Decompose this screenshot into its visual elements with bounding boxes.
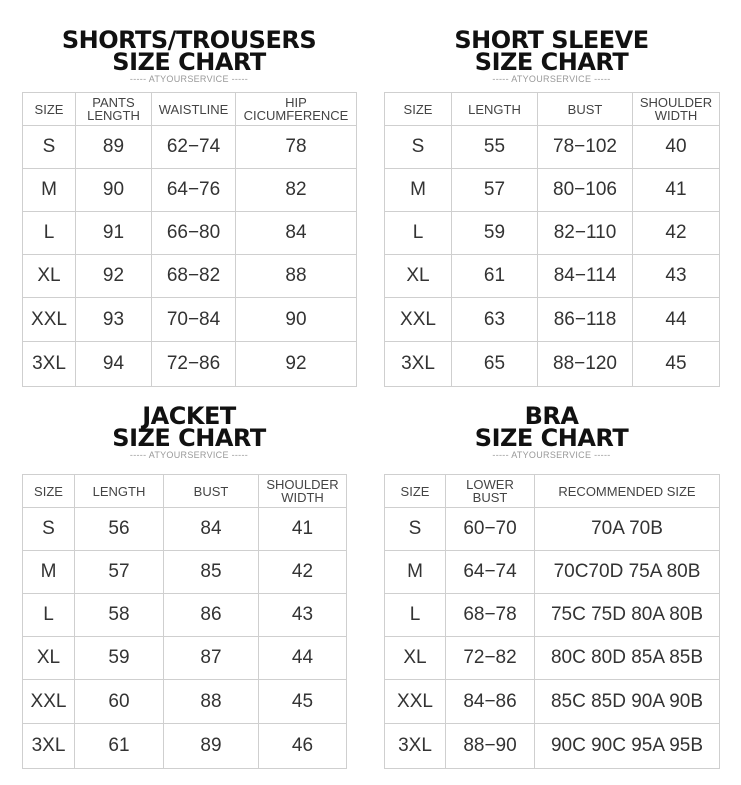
- value-cell: 70A 70B: [535, 508, 720, 551]
- size-cell: S: [385, 508, 446, 551]
- value-cell: 60: [75, 680, 164, 724]
- size-cell: L: [385, 594, 446, 637]
- jacket-col-header: LENGTH: [75, 475, 164, 508]
- value-cell: 45: [259, 680, 347, 724]
- table-row: [385, 255, 720, 298]
- value-cell: 89: [76, 126, 152, 169]
- value-cell: 82−110: [538, 212, 633, 255]
- table-row: [23, 680, 347, 724]
- table-row: [385, 637, 720, 680]
- sleeve-title-block: [384, 26, 719, 85]
- table-row: [385, 298, 720, 342]
- jacket-title-block: [22, 402, 356, 461]
- value-cell: 65: [452, 342, 538, 387]
- value-cell: 84−114: [538, 255, 633, 298]
- shorts-col-header: WAISTLINE: [152, 93, 236, 126]
- jacket-col-header: SIZE: [23, 475, 75, 508]
- value-cell: 55: [452, 126, 538, 169]
- value-cell: 66−80: [152, 212, 236, 255]
- bra-size-table: [384, 474, 720, 769]
- value-cell: 72−86: [152, 342, 236, 387]
- value-cell: 44: [259, 637, 347, 680]
- sleeve-col-header: SHOULDER WIDTH: [633, 93, 720, 126]
- shorts-col-header: PANTS LENGTH: [76, 93, 152, 126]
- value-cell: 63: [452, 298, 538, 342]
- value-cell: 86−118: [538, 298, 633, 342]
- size-cell: XL: [385, 637, 446, 680]
- size-cell: 3XL: [385, 724, 446, 769]
- value-cell: 61: [452, 255, 538, 298]
- value-cell: 60−70: [446, 508, 535, 551]
- bra-col-header: SIZE: [385, 475, 446, 508]
- table-row: [385, 126, 720, 169]
- size-cell: M: [385, 551, 446, 594]
- value-cell: 82: [236, 169, 357, 212]
- value-cell: 64−74: [446, 551, 535, 594]
- value-cell: 92: [236, 342, 357, 387]
- value-cell: 62−74: [152, 126, 236, 169]
- table-row: [23, 551, 347, 594]
- value-cell: 88: [236, 255, 357, 298]
- value-cell: 85: [164, 551, 259, 594]
- size-cell: XL: [385, 255, 452, 298]
- value-cell: 40: [633, 126, 720, 169]
- value-cell: 86: [164, 594, 259, 637]
- shorts-title-block: [22, 26, 356, 85]
- shorts-size-table: [22, 92, 357, 387]
- size-cell: 3XL: [23, 724, 75, 769]
- value-cell: 68−78: [446, 594, 535, 637]
- size-cell: M: [23, 169, 76, 212]
- sleeve-title-sub: SIZE CHART: [474, 48, 629, 76]
- size-cell: M: [23, 551, 75, 594]
- value-cell: 41: [259, 508, 347, 551]
- value-cell: 43: [259, 594, 347, 637]
- bra-title-sub: SIZE CHART: [474, 424, 629, 452]
- table-row: [385, 508, 720, 551]
- table-row: [385, 680, 720, 724]
- value-cell: 87: [164, 637, 259, 680]
- table-row: [23, 212, 357, 255]
- table-row: [385, 169, 720, 212]
- shorts-brand: ----- ATYOURSERVICE -----: [129, 74, 249, 84]
- table-row: [23, 637, 347, 680]
- table-row: [23, 508, 347, 551]
- table-row: [23, 594, 347, 637]
- value-cell: 43: [633, 255, 720, 298]
- value-cell: 88: [164, 680, 259, 724]
- size-cell: S: [23, 126, 76, 169]
- value-cell: 84: [164, 508, 259, 551]
- table-row: [23, 126, 357, 169]
- value-cell: 41: [633, 169, 720, 212]
- value-cell: 70−84: [152, 298, 236, 342]
- shorts-title-sub: SIZE CHART: [112, 48, 266, 76]
- jacket-title: JACKET: [142, 402, 236, 430]
- bra-col-header: RECOMMENDED SIZE: [535, 475, 720, 508]
- table-row: [23, 342, 357, 387]
- size-cell: M: [385, 169, 452, 212]
- table-row: [385, 724, 720, 769]
- value-cell: 92: [76, 255, 152, 298]
- value-cell: 42: [259, 551, 347, 594]
- value-cell: 78: [236, 126, 357, 169]
- jacket-brand: ----- ATYOURSERVICE -----: [129, 450, 249, 460]
- table-row: [23, 255, 357, 298]
- value-cell: 58: [75, 594, 164, 637]
- value-cell: 84−86: [446, 680, 535, 724]
- value-cell: 45: [633, 342, 720, 387]
- value-cell: 90: [236, 298, 357, 342]
- bra-header-row: [385, 475, 720, 508]
- value-cell: 61: [75, 724, 164, 769]
- value-cell: 80−106: [538, 169, 633, 212]
- sleeve-header-row: [385, 93, 720, 126]
- size-cell: L: [23, 212, 76, 255]
- size-cell: L: [385, 212, 452, 255]
- value-cell: 85C 85D 90A 90B: [535, 680, 720, 724]
- shorts-title: SHORTS/TROUSERS: [61, 26, 317, 54]
- size-cell: XXL: [385, 298, 452, 342]
- size-cell: XXL: [23, 680, 75, 724]
- value-cell: 93: [76, 298, 152, 342]
- size-cell: 3XL: [23, 342, 76, 387]
- value-cell: 75C 75D 80A 80B: [535, 594, 720, 637]
- shorts-col-header: SIZE: [23, 93, 76, 126]
- shorts-col-header: HIP CICUMFERENCE: [236, 93, 357, 126]
- table-row: [23, 169, 357, 212]
- bra-title: BRA: [524, 402, 579, 430]
- size-cell: XXL: [23, 298, 76, 342]
- jacket-col-header: BUST: [164, 475, 259, 508]
- sleeve-col-header: LENGTH: [452, 93, 538, 126]
- size-cell: 3XL: [385, 342, 452, 387]
- bra-col-header: LOWER BUST: [446, 475, 535, 508]
- bra-brand: ----- ATYOURSERVICE -----: [492, 450, 611, 460]
- value-cell: 70C70D 75A 80B: [535, 551, 720, 594]
- jacket-title-sub: SIZE CHART: [112, 424, 266, 452]
- size-cell: S: [385, 126, 452, 169]
- jacket-header-row: [23, 475, 347, 508]
- value-cell: 56: [75, 508, 164, 551]
- size-cell: XXL: [385, 680, 446, 724]
- sleeve-brand: ----- ATYOURSERVICE -----: [492, 74, 611, 84]
- value-cell: 72−82: [446, 637, 535, 680]
- value-cell: 68−82: [152, 255, 236, 298]
- sleeve-col-header: BUST: [538, 93, 633, 126]
- value-cell: 57: [452, 169, 538, 212]
- value-cell: 80C 80D 85A 85B: [535, 637, 720, 680]
- size-cell: L: [23, 594, 75, 637]
- jacket-size-table: [22, 474, 347, 769]
- value-cell: 88−120: [538, 342, 633, 387]
- sleeve-title: SHORT SLEEVE: [454, 26, 649, 54]
- size-cell: XL: [23, 255, 76, 298]
- sleeve-size-table: [384, 92, 720, 387]
- value-cell: 90: [76, 169, 152, 212]
- sleeve-col-header: SIZE: [385, 93, 452, 126]
- table-row: [23, 298, 357, 342]
- bra-title-block: [384, 402, 719, 461]
- value-cell: 94: [76, 342, 152, 387]
- table-row: [385, 212, 720, 255]
- value-cell: 78−102: [538, 126, 633, 169]
- size-cell: S: [23, 508, 75, 551]
- value-cell: 90C 90C 95A 95B: [535, 724, 720, 769]
- value-cell: 42: [633, 212, 720, 255]
- size-cell: XL: [23, 637, 75, 680]
- value-cell: 57: [75, 551, 164, 594]
- shorts-header-row: [23, 93, 357, 126]
- value-cell: 46: [259, 724, 347, 769]
- table-row: [385, 594, 720, 637]
- table-row: [385, 551, 720, 594]
- value-cell: 88−90: [446, 724, 535, 769]
- value-cell: 84: [236, 212, 357, 255]
- value-cell: 59: [452, 212, 538, 255]
- jacket-col-header: SHOULDER WIDTH: [259, 475, 347, 508]
- value-cell: 44: [633, 298, 720, 342]
- table-row: [23, 724, 347, 769]
- value-cell: 64−76: [152, 169, 236, 212]
- value-cell: 59: [75, 637, 164, 680]
- value-cell: 91: [76, 212, 152, 255]
- value-cell: 89: [164, 724, 259, 769]
- table-row: [385, 342, 720, 387]
